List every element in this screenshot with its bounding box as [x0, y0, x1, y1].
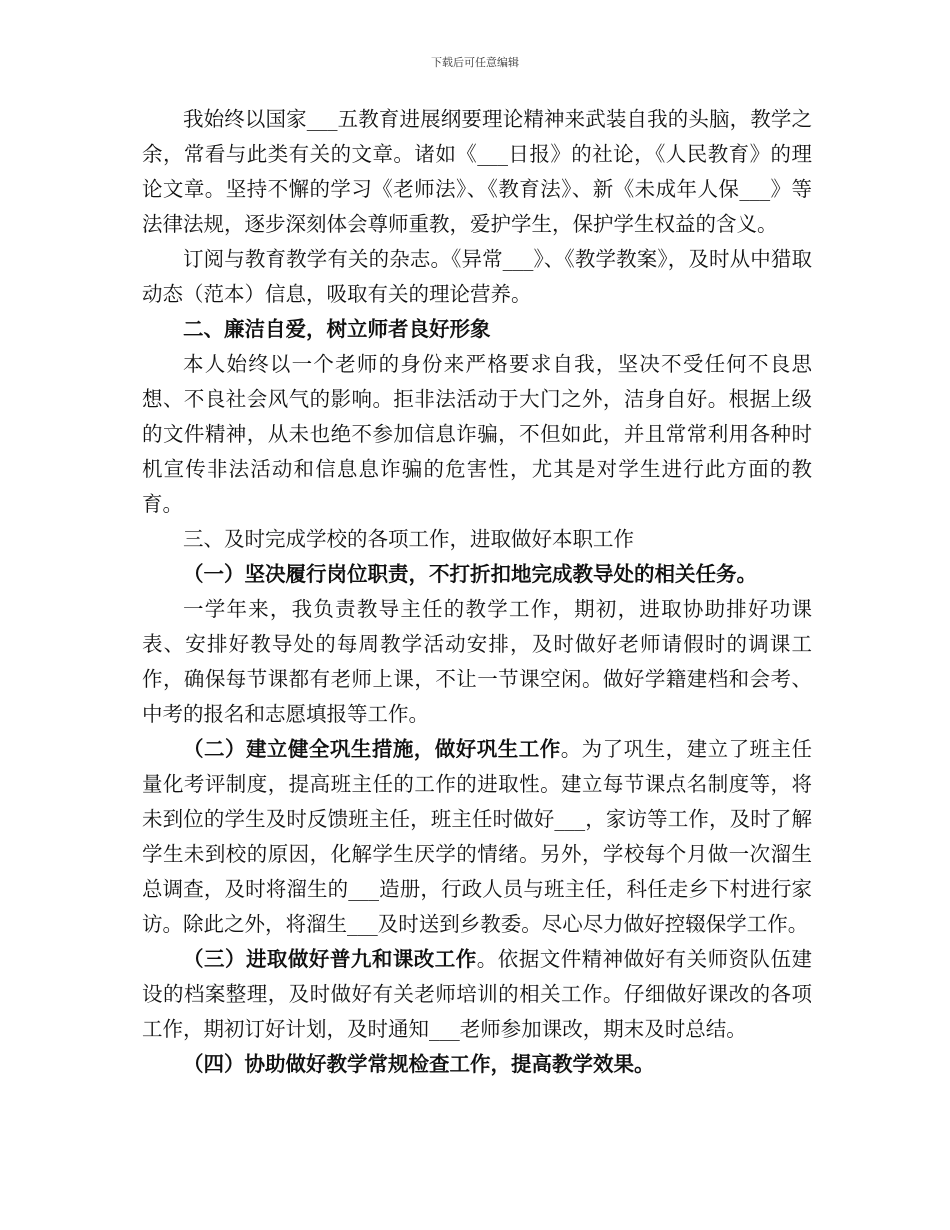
paragraph-retention-text: 。为了巩生，建立了班主任量化考评制度，提高班主任的工作的进取性。建立每节课点名制度等，将未到位的学生及时反馈班主任，班主任时做好___，家访等工作，及时了解学生未到校的原因，化解学生厌学的情绪。另外，学校每个月做一次溜生总调查，及时将溜生的___造册，行政人员与班主任，科任走乡下村进行家访。除此之外，将溜生___及时送到乡教委。尽心尽力做好控辍保学工作。	[142, 737, 813, 936]
paragraph-retention	[142, 732, 812, 942]
paragraph-study: 我始终以国家___五教育进展纲要理论精神来武装自我的头脑，教学之余，常看与此类有关的文章。诸如《___日报》的社论，《人民教育》的理论文章。坚持不懈的学习《老师法》、《教育法》、新《未成年人保___》等法律法规，逐步深刻体会尊师重教，爱护学生，保护学生权益的含义。	[142, 107, 812, 236]
section-heading-duties: 三、及时完成学校的各项工作，进取做好本职工作	[183, 527, 634, 551]
subsection-heading-2: （二）建立健全巩生措施，做好巩生工作	[183, 737, 561, 761]
paragraph-curriculum	[142, 942, 812, 1047]
subsection-heading-4: （四）协助做好教学常规检查工作，提高教学效果。	[183, 1052, 655, 1076]
subsection-heading-1: （一）坚决履行岗位职责，不打折扣地完成教导处的相关任务。	[183, 562, 757, 586]
section-heading-integrity: 二、廉洁自爱，树立师者良好形象	[183, 317, 491, 341]
paragraph-curriculum-text: 。依据文件精神做好有关师资队伍建设的档案整理，及时做好有关老师培训的相关工作。仔细做好课改的各项工作，期初订好计划，及时通知___老师参加课改，期末及时总结。	[142, 947, 813, 1041]
subsection-heading-3: （三）进取做好普九和课改工作	[183, 947, 477, 971]
paragraph-magazines: 订阅与教育教学有关的杂志。《异常___》、《教学教案》，及时从中猎取动态（范本）信息，吸取有关的理论营养。	[142, 247, 812, 306]
page-header: 下载后可任意编辑	[431, 56, 519, 69]
paragraph-duties: 一学年来，我负责教导主任的教学工作，期初，进取协助排好功课表、安排好教导处的每周教学活动安排，及时做好老师请假时的调课工作，确保每节课都有老师上课，不让一节课空闲。做好学籍建档和会考、中考的报名和志愿填报等工作。	[142, 597, 812, 726]
document-body	[142, 102, 812, 1082]
paragraph-integrity: 本人始终以一个老师的身份来严格要求自我，坚决不受任何不良思想、不良社会风气的影响。拒非法活动于大门之外，洁身自好。根据上级的文件精神，从未也绝不参加信息诈骗，不但如此，并且常常利用各种时机宣传非法活动和信息息诈骗的危害性，尤其是对学生进行此方面的教育。	[142, 352, 812, 516]
